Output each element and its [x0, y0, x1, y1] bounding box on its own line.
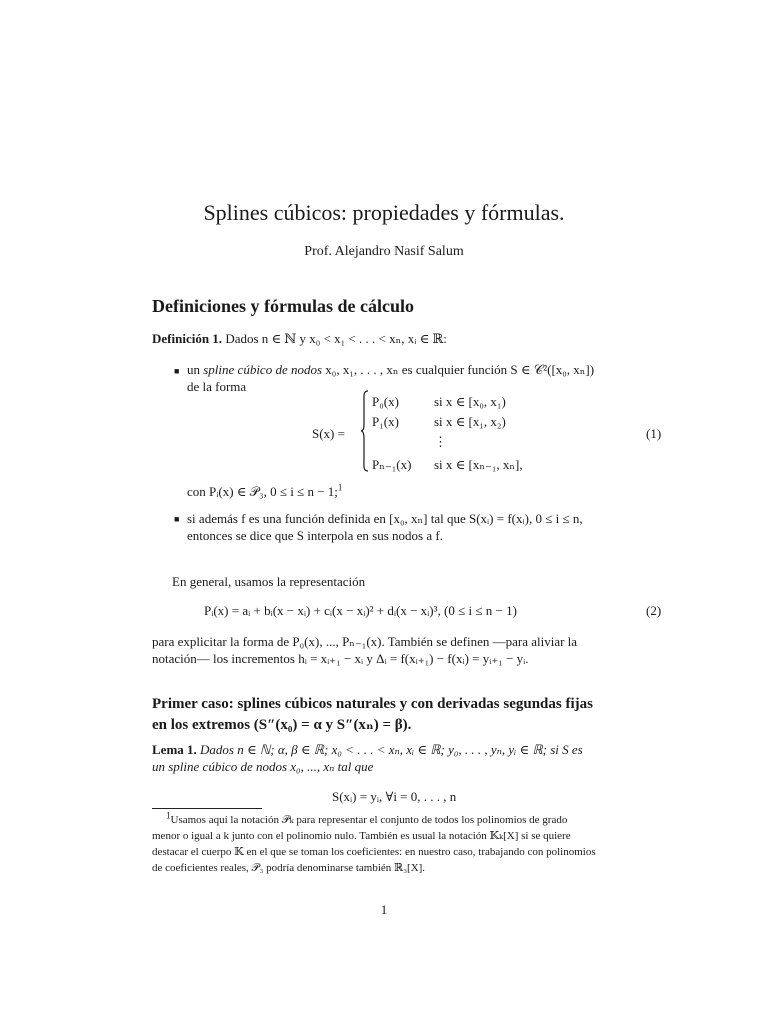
section2-heading-line1: Primer caso: splines cúbicos naturales y con derivadas segundas fijas [152, 696, 593, 712]
footnote-line2: menor o igual a k junto con el polinomio nulo. También es usual la notación 𝕂ₖ[X] si se quiere [152, 830, 571, 842]
footnote-rule [152, 808, 262, 809]
left-brace-icon [360, 390, 369, 472]
definition-label: Definición 1. [152, 331, 223, 346]
bullet1-line2: de la forma [187, 379, 247, 394]
bullet1-after-text: con Pᵢ(x) ∈ 𝒫₃, 0 ≤ i ≤ n − 1; [187, 484, 338, 499]
definition-intro: Dados n ∈ ℕ y x₀ < x₁ < . . . < xₙ, xᵢ ∈ ℝ: [225, 331, 447, 346]
footnote-mark: 1 [166, 810, 171, 821]
document-title: Splines cúbicos: propiedades y fórmulas. [203, 200, 565, 225]
piecewise-p1: P₁(x) [372, 414, 399, 429]
bullet2-line2: entonces se dice que S interpola en sus nodos a f. [187, 528, 443, 543]
page-number: 1 [380, 902, 388, 917]
section-heading: Definiciones y fórmulas de cálculo [152, 296, 414, 316]
lemma-line2: un spline cúbico de nodos x₀, ..., xₙ tal que [152, 759, 374, 774]
bullet-icon: ■ [174, 366, 180, 376]
footnote-ref[interactable]: 1 [337, 482, 343, 493]
bullet2-line1: si además f es una función definida en [x₀, xₙ] tal que S(xᵢ) = f(xᵢ), 0 ≤ i ≤ n, [187, 511, 583, 526]
bullet-icon: ■ [174, 514, 180, 524]
bullet1-text-b: x₀, x₁, . . . , xₙ es cualquier función S ∈ 𝒞²([x₀, xₙ]) [322, 362, 595, 377]
piecewise-cond1: si x ∈ [x₁, x₂) [434, 414, 506, 429]
footnote-line1 [166, 810, 568, 828]
after-eq2-line1: para explicitar la forma de P₀(x), ..., Pₙ₋₁(x). También se definen —para aliviar la [152, 634, 578, 649]
equation-number-1: (1) [646, 426, 662, 441]
footnote-line3: destacar el cuerpo 𝕂 en el que se toman los coeficientes: en nuestro caso, trabajando con polinomios [152, 846, 596, 858]
general-text: En general, usamos la representación [172, 574, 366, 589]
piecewise-condn: si x ∈ [xₙ₋₁, xₙ], [434, 457, 523, 472]
after-eq2-line2: notación— los incrementos hᵢ = xᵢ₊₁ − xᵢ y Δᵢ = f(xᵢ₊₁) − f(xᵢ) = yᵢ₊₁ − yᵢ. [152, 651, 529, 666]
bullet1-emphasis: spline cúbico de nodos [203, 362, 323, 377]
definition-line [152, 329, 447, 349]
piecewise-cond0: si x ∈ [x₀, x₁) [434, 394, 506, 409]
lemma-text: Dados n ∈ ℕ; α, β ∈ ℝ; x₀ < . . . < xₙ, xᵢ ∈ ℝ; y₀, . . . , yₙ, yᵢ ∈ ℝ; si S es [200, 742, 583, 757]
bullet1-after [187, 482, 342, 502]
lemma-label: Lema 1. [152, 742, 197, 757]
bullet1-line1 [187, 360, 594, 380]
footnote-text-1: Usamos aquí la notación 𝒫ₖ para representar el conjunto de todos los polinomios de grado [170, 814, 568, 826]
lemma-equation: S(xᵢ) = yᵢ, ∀i = 0, . . . , n [332, 789, 457, 804]
piecewise-vdots: ⋮ [434, 434, 447, 449]
piecewise-p0: P₀(x) [372, 394, 399, 409]
piecewise-lhs: S(x) = [312, 426, 345, 441]
section2-heading-line2: en los extremos (S″(x₀) = α y S″(xₙ) = β). [152, 717, 412, 733]
piecewise-pn1: Pₙ₋₁(x) [372, 457, 412, 472]
document-author: Prof. Alejandro Nasif Salum [304, 244, 464, 259]
equation-number-2: (2) [646, 603, 662, 618]
bullet1-text-a: un [187, 362, 204, 377]
footnote-line4: de coeficientes reales, 𝒫₃ podría denominarse también ℝ₃[X]. [152, 862, 426, 874]
equation-2: Pᵢ(x) = aᵢ + bᵢ(x − xᵢ) + cᵢ(x − xᵢ)² + dᵢ(x − xᵢ)³, (0 ≤ i ≤ n − 1) [204, 603, 517, 618]
